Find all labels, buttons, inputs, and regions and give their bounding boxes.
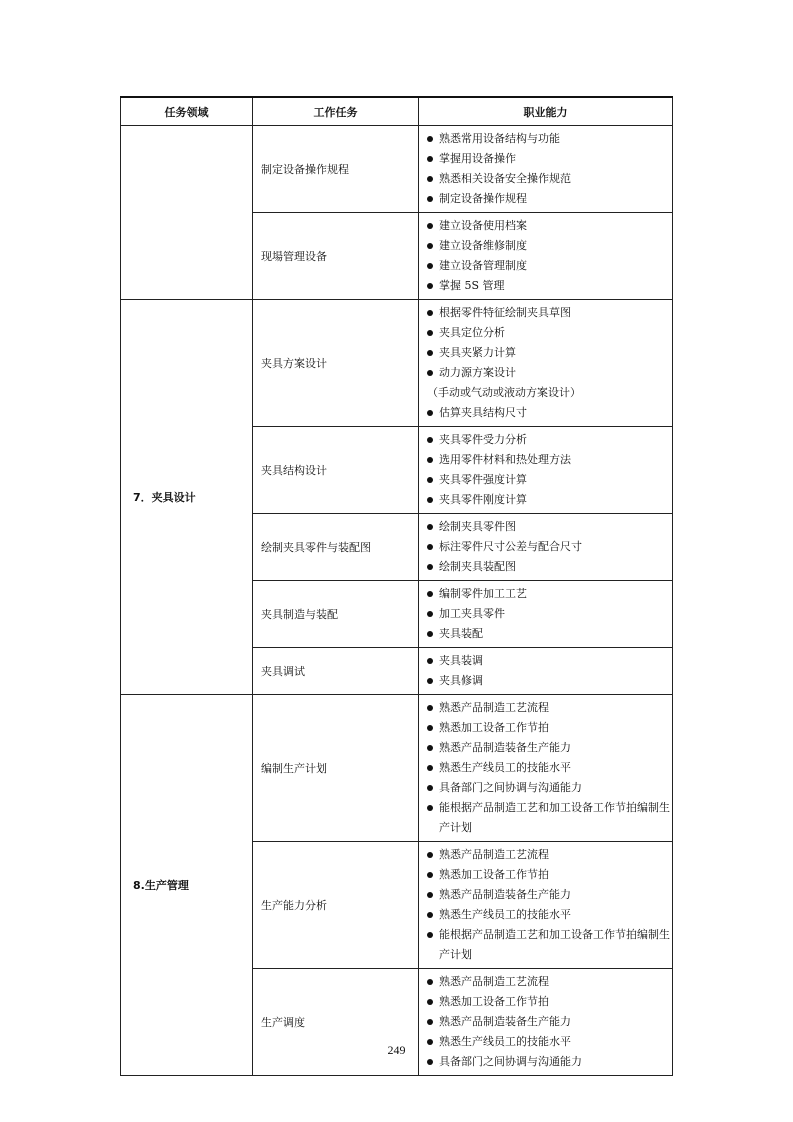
- ability-text: 标注零件尺寸公差与配合尺寸: [439, 540, 582, 553]
- table-row: [121, 300, 673, 427]
- list-item: [427, 216, 672, 236]
- ability-text: 估算夹具结构尺寸: [439, 406, 527, 419]
- list-item: [427, 885, 672, 905]
- header-domain: 任务领域: [121, 97, 253, 126]
- list-item: [427, 905, 672, 925]
- ability-cell: [419, 427, 673, 514]
- ability-text: 熟悉产品制造工艺流程: [439, 848, 549, 861]
- list-item: [427, 323, 672, 343]
- bullet-icon: [427, 156, 433, 162]
- bullet-icon: [427, 310, 433, 316]
- list-item: [427, 430, 672, 450]
- bullet-icon: [427, 223, 433, 229]
- list-item: [427, 778, 672, 798]
- competency-table: [120, 96, 673, 1076]
- ability-text: 动力源方案设计: [439, 366, 516, 379]
- ability-text: 熟悉生产线员工的技能水平: [439, 1035, 571, 1048]
- bullet-icon: [427, 263, 433, 269]
- ability-cell: [419, 842, 673, 969]
- ability-text: 夹具零件刚度计算: [439, 493, 527, 506]
- bullet-icon: [427, 1059, 433, 1065]
- list-item: [427, 992, 672, 1012]
- list-item: [427, 671, 672, 691]
- task-cell: 现場管理设备: [253, 213, 419, 300]
- list-item: [427, 343, 672, 363]
- task-cell: 夹具结构设计: [253, 427, 419, 514]
- ability-text: 熟悉生产线员工的技能水平: [439, 908, 571, 921]
- ability-cell: [419, 581, 673, 648]
- ability-text: 编制零件加工工艺: [439, 587, 527, 600]
- ability-text: 熟悉产品制造装备生产能力: [439, 1015, 571, 1028]
- task-cell: 生产能力分析: [253, 842, 419, 969]
- bullet-icon: [427, 745, 433, 751]
- bullet-icon: [427, 176, 433, 182]
- bullet-icon: [427, 631, 433, 637]
- list-item: [427, 450, 672, 470]
- list-item: [427, 557, 672, 577]
- table-row: [121, 695, 673, 842]
- ability-text: 能根据产品制造工艺和加工设备工作节拍编制生产计划: [439, 928, 670, 961]
- ability-text: 建立设备维修制度: [439, 239, 527, 252]
- task-cell: 制定设备操作规程: [253, 126, 419, 213]
- domain-cell: [121, 126, 253, 300]
- ability-cell: [419, 126, 673, 213]
- ability-list: [427, 129, 672, 209]
- bullet-icon: [427, 852, 433, 858]
- list-item: [427, 276, 672, 296]
- ability-list: [427, 517, 672, 577]
- list-item: [427, 169, 672, 189]
- bullet-icon: [427, 872, 433, 878]
- ability-text: 夹具定位分析: [439, 326, 505, 339]
- table-header-row: [121, 97, 673, 126]
- bullet-icon: [427, 805, 433, 811]
- ability-list: [427, 651, 672, 691]
- list-item: [427, 490, 672, 510]
- bullet-icon: [427, 892, 433, 898]
- bullet-icon: [427, 136, 433, 142]
- ability-list: [427, 216, 672, 296]
- table-row: [121, 126, 673, 213]
- ability-cell: [419, 969, 673, 1076]
- ability-cell: [419, 648, 673, 695]
- bullet-icon: [427, 350, 433, 356]
- task-cell: 夹具制造与装配: [253, 581, 419, 648]
- ability-text: 熟悉产品制造装备生产能力: [439, 888, 571, 901]
- ability-text: 制定设备操作规程: [439, 192, 527, 205]
- list-item: [427, 256, 672, 276]
- bullet-icon: [427, 705, 433, 711]
- ability-text: 掌握用设备操作: [439, 152, 516, 165]
- ability-text: 熟悉加工设备工作节拍: [439, 721, 549, 734]
- ability-cell: [419, 213, 673, 300]
- task-cell: 夹具方案设计: [253, 300, 419, 427]
- bullet-icon: [427, 591, 433, 597]
- list-item: [427, 303, 672, 323]
- ability-list: [427, 845, 672, 965]
- ability-text: 夹具零件受力分析: [439, 433, 527, 446]
- ability-text: 熟悉加工设备工作节拍: [439, 995, 549, 1008]
- ability-cell: [419, 695, 673, 842]
- ability-text: 能根据产品制造工艺和加工设备工作节拍编制生产计划: [439, 801, 670, 834]
- list-item: [427, 651, 672, 671]
- list-item: [427, 149, 672, 169]
- ability-text: 熟悉相关设备安全操作规范: [439, 172, 571, 185]
- list-item: [427, 383, 672, 403]
- list-item: [427, 972, 672, 992]
- list-item: [427, 698, 672, 718]
- bullet-icon: [427, 477, 433, 483]
- ability-text: 熟悉产品制造装备生产能力: [439, 741, 571, 754]
- ability-text: 建立设备使用档案: [439, 219, 527, 232]
- list-item: [427, 925, 672, 965]
- bullet-icon: [427, 564, 433, 570]
- list-item: [427, 236, 672, 256]
- list-item: [427, 738, 672, 758]
- header-ability: 职业能力: [419, 97, 673, 126]
- ability-text: 熟悉产品制造工艺流程: [439, 975, 549, 988]
- bullet-icon: [427, 725, 433, 731]
- list-item: [427, 537, 672, 557]
- list-item: [427, 845, 672, 865]
- ability-text: 具备部门之间协调与沟通能力: [439, 781, 582, 794]
- bullet-icon: [427, 999, 433, 1005]
- header-task: 工作任务: [253, 97, 419, 126]
- ability-text: （手动或气动或液动方案设计）: [427, 386, 581, 399]
- bullet-icon: [427, 932, 433, 938]
- task-cell: 绘制夹具零件与装配图: [253, 514, 419, 581]
- bullet-icon: [427, 497, 433, 503]
- ability-text: 熟悉常用设备结构与功能: [439, 132, 560, 145]
- domain-cell: 8.生产管理: [121, 695, 253, 1076]
- bullet-icon: [427, 283, 433, 289]
- list-item: [427, 758, 672, 778]
- bullet-icon: [427, 330, 433, 336]
- domain-cell: 7．夹具设计: [121, 300, 253, 695]
- ability-text: 加工夹具零件: [439, 607, 505, 620]
- ability-text: 夹具夹紧力计算: [439, 346, 516, 359]
- bullet-icon: [427, 678, 433, 684]
- ability-text: 夹具修调: [439, 674, 483, 687]
- ability-cell: [419, 300, 673, 427]
- bullet-icon: [427, 611, 433, 617]
- task-cell: 夹具调试: [253, 648, 419, 695]
- bullet-icon: [427, 979, 433, 985]
- list-item: [427, 718, 672, 738]
- bullet-icon: [427, 912, 433, 918]
- ability-text: 建立设备管理制度: [439, 259, 527, 272]
- bullet-icon: [427, 765, 433, 771]
- bullet-icon: [427, 544, 433, 550]
- list-item: [427, 798, 672, 838]
- list-item: [427, 403, 672, 423]
- bullet-icon: [427, 658, 433, 664]
- ability-text: 绘制夹具装配图: [439, 560, 516, 573]
- table-body: [121, 126, 673, 1076]
- list-item: [427, 584, 672, 604]
- bullet-icon: [427, 1019, 433, 1025]
- task-cell: 编制生产计划: [253, 695, 419, 842]
- bullet-icon: [427, 437, 433, 443]
- list-item: [427, 865, 672, 885]
- ability-text: 夹具装调: [439, 654, 483, 667]
- ability-list: [427, 303, 672, 423]
- page-number: 249: [387, 1043, 406, 1057]
- ability-list: [427, 698, 672, 838]
- bullet-icon: [427, 410, 433, 416]
- list-item: [427, 517, 672, 537]
- ability-list: [427, 430, 672, 510]
- ability-text: 熟悉生产线员工的技能水平: [439, 761, 571, 774]
- bullet-icon: [427, 243, 433, 249]
- bullet-icon: [427, 457, 433, 463]
- ability-cell: [419, 514, 673, 581]
- ability-text: 掌握 5S 管理: [439, 279, 505, 292]
- ability-text: 熟悉产品制造工艺流程: [439, 701, 549, 714]
- list-item: [427, 1012, 672, 1032]
- bullet-icon: [427, 524, 433, 530]
- task-cell: 生产调度: [253, 969, 419, 1076]
- ability-text: 绘制夹具零件图: [439, 520, 516, 533]
- list-item: [427, 624, 672, 644]
- ability-text: 夹具装配: [439, 627, 483, 640]
- bullet-icon: [427, 196, 433, 202]
- ability-text: 夹具零件强度计算: [439, 473, 527, 486]
- bullet-icon: [427, 370, 433, 376]
- ability-text: 根据零件特征绘制夹具草图: [439, 306, 571, 319]
- list-item: [427, 189, 672, 209]
- bullet-icon: [427, 785, 433, 791]
- ability-text: 具备部门之间协调与沟通能力: [439, 1055, 582, 1068]
- ability-text: 熟悉加工设备工作节拍: [439, 868, 549, 881]
- list-item: [427, 363, 672, 383]
- ability-text: 选用零件材料和热处理方法: [439, 453, 571, 466]
- list-item: [427, 604, 672, 624]
- list-item: [427, 129, 672, 149]
- list-item: [427, 470, 672, 490]
- ability-list: [427, 584, 672, 644]
